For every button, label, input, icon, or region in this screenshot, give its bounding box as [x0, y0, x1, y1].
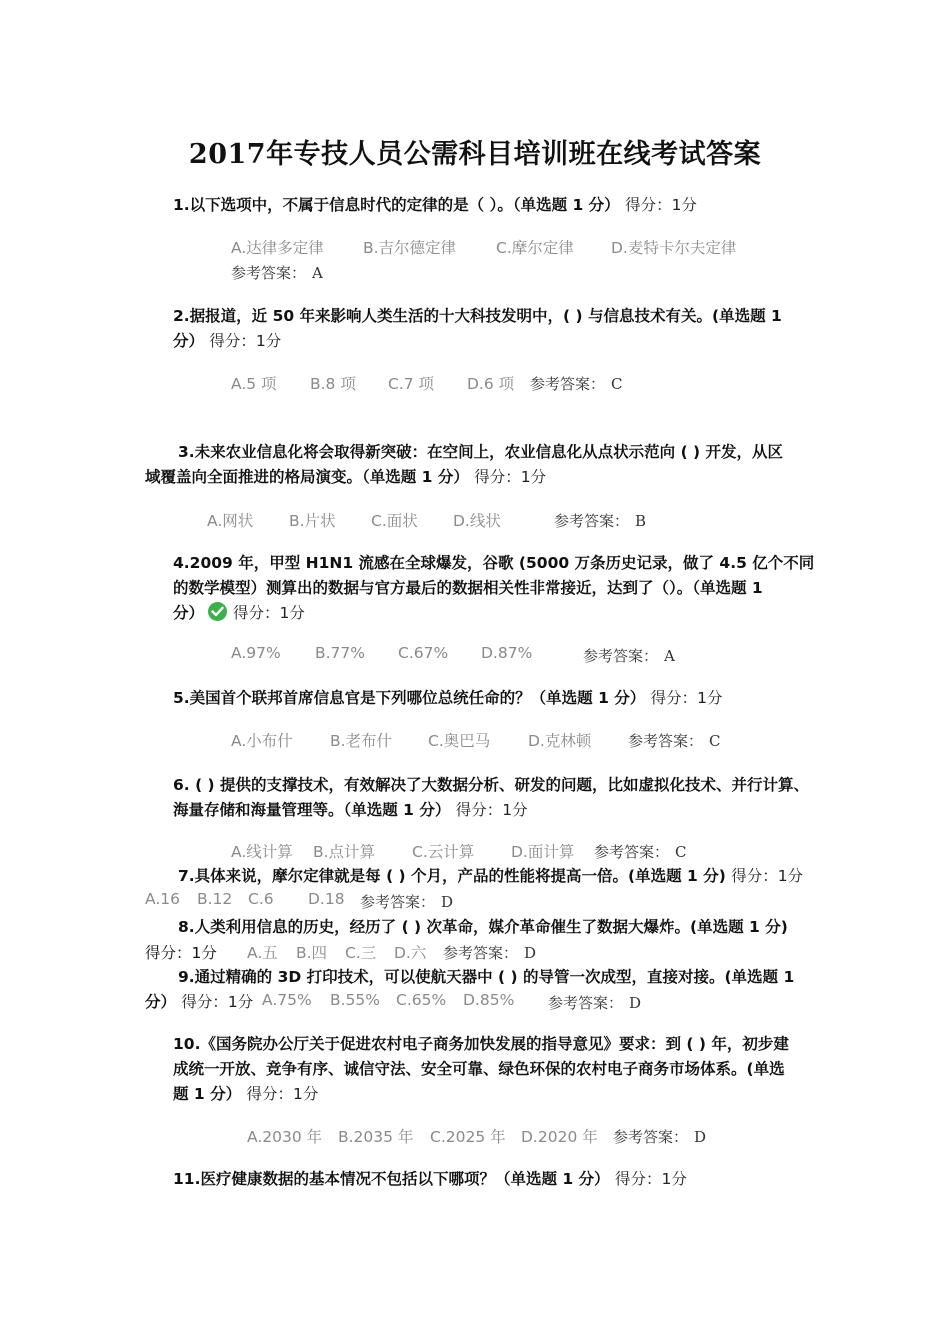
answer: 参考答案： A — [231, 264, 323, 282]
question-text: 2.据报道，近 50 年来影响人类生活的十大科技发明中，( ) 与信息技术有关。(单选题 1 — [173, 307, 782, 325]
option: A.网状 — [207, 512, 254, 530]
option: D.87% — [481, 644, 533, 662]
option: A.小布什 — [231, 732, 293, 750]
question-3-line-2 — [145, 465, 546, 490]
option: C.6 — [248, 890, 274, 908]
option: C.65% — [396, 991, 447, 1009]
option: B.2035 年 — [338, 1128, 414, 1146]
question-text: 题 1 分） — [173, 1085, 242, 1103]
question-7 — [178, 864, 803, 889]
option: A.2030 年 — [247, 1128, 323, 1146]
option: D.18 — [308, 890, 345, 908]
question-text: 9.通过精确的 3D 打印技术，可以使航天器中 ( ) 的导管一次成型，直接对接。(单选题 1 — [178, 968, 795, 986]
answer: 参考答案： A — [583, 647, 675, 665]
question-text: 5.美国首个联邦首席信息官是下列哪位总统任命的？（单选题 1 分） — [173, 689, 646, 707]
question-text: 1.以下选项中，不属于信息时代的定律的是（ ）。（单选题 1 分） — [173, 196, 620, 214]
question-3 — [178, 440, 783, 465]
option: B.老布什 — [330, 732, 393, 750]
question-1 — [173, 193, 697, 218]
question-4 — [173, 551, 814, 626]
option: A.达律多定律 — [231, 239, 324, 257]
question-text: 分） — [173, 604, 205, 622]
option: A.5 项 — [231, 375, 277, 393]
question-2 — [173, 304, 782, 354]
option: A.五 — [247, 944, 278, 962]
option: A.线计算 — [231, 843, 293, 861]
option: B.55% — [330, 991, 381, 1009]
score: 得分：1分 — [614, 1170, 687, 1188]
option: B.8 项 — [310, 375, 356, 393]
check-icon — [208, 602, 227, 621]
question-text: 的数学模型）测算出的数据与官方最后的数据相关性非常接近，达到了（）。（单选题 1 — [173, 579, 763, 597]
question-text: 4.2009 年，甲型 H1N1 流感在全球爆发，谷歌 (5000 万条历史记录，做了 4.5 亿个不同 — [173, 554, 815, 572]
question-text: 域覆盖向全面推进的格局演变。（单选题 1 分） — [145, 468, 469, 486]
option: C.2025 年 — [430, 1128, 506, 1146]
question-text: 海量存储和海量管理等。（单选题 1 分） — [173, 801, 451, 819]
question-text: 分） — [145, 993, 177, 1011]
option: A.16 — [145, 890, 180, 908]
score: 得分：1分 — [474, 468, 547, 486]
page-title: 2017年专技人员公需科目培训班在线考试答案 — [188, 139, 762, 170]
option: C.云计算 — [412, 843, 475, 861]
score: 得分：1分 — [625, 196, 697, 214]
question-text: 成统一开放、竞争有序、诚信守法、安全可靠、绿色环保的农村电子商务市场体系。(单选 — [173, 1060, 785, 1078]
question-10 — [173, 1032, 789, 1107]
question-text: 3.未来农业信息化将会取得新突破：在空间上，农业信息化从点状示范向 ( ) 开发，从区 — [178, 443, 784, 461]
option: D.面计算 — [511, 843, 575, 861]
question-6 — [173, 773, 809, 823]
answer: 参考答案： D — [613, 1128, 707, 1146]
answer: 参考答案： C — [628, 732, 721, 750]
option: B.片状 — [289, 512, 336, 530]
option: C.67% — [398, 644, 449, 662]
score: 得分：1分 — [145, 944, 217, 962]
score: 得分：1分 — [455, 801, 528, 819]
option: C.摩尔定律 — [496, 239, 574, 257]
option: D.85% — [463, 991, 515, 1009]
question-text: 分） — [173, 332, 205, 350]
score: 得分：1分 — [731, 867, 804, 885]
score: 得分：1分 — [650, 689, 723, 707]
option: B.77% — [315, 644, 366, 662]
question-5 — [173, 686, 723, 711]
option: B.点计算 — [313, 843, 376, 861]
answer: 参考答案： B — [554, 512, 647, 530]
option: D.2020 年 — [521, 1128, 598, 1146]
question-9-line-2 — [145, 990, 253, 1015]
option: B.吉尔德定律 — [363, 239, 457, 257]
score: 得分：1分 — [246, 1085, 319, 1103]
score: 得分：1分 — [233, 604, 305, 622]
score: 得分：1分 — [181, 993, 254, 1011]
answer: 参考答案： D — [360, 893, 454, 911]
option: D.6 项 — [467, 375, 515, 393]
option: A.75% — [262, 991, 312, 1009]
question-text: 11.医疗健康数据的基本情况不包括以下哪项？（单选题 1 分） — [173, 1170, 610, 1188]
score: 得分：1分 — [209, 332, 282, 350]
option: D.线状 — [453, 512, 501, 530]
option: D.麦特卡尔夫定律 — [611, 239, 737, 257]
option: C.三 — [345, 944, 377, 962]
question-11 — [173, 1167, 687, 1192]
question-text: 6. ( ) 提供的支撑技术，有效解决了大数据分析、研发的问题，比如虚拟化技术、并行计算、 — [173, 776, 810, 794]
option: C.7 项 — [388, 375, 435, 393]
question-8 — [178, 915, 788, 940]
answer: 参考答案： D — [443, 944, 537, 962]
answer: 参考答案： D — [548, 994, 642, 1012]
answer: 参考答案： C — [530, 375, 623, 393]
option: B.四 — [296, 944, 328, 962]
option: B.12 — [197, 890, 233, 908]
question-text: 10.《国务院办公厅关于促进农村电子商务加快发展的指导意见》要求：到 ( ) 年，初步建 — [173, 1035, 789, 1053]
question-text: 8.人类利用信息的历史，经历了 ( ) 次革命，媒介革命催生了数据大爆炸。(单选题 1 分) — [178, 918, 788, 936]
option: A.97% — [231, 644, 281, 662]
answer: 参考答案： C — [594, 843, 687, 861]
option: D.克林顿 — [528, 732, 592, 750]
option: C.面状 — [371, 512, 418, 530]
option: C.奥巴马 — [428, 732, 491, 750]
question-9 — [178, 965, 794, 990]
option: D.六 — [394, 944, 427, 962]
question-text: 7.具体来说，摩尔定律就是每 ( ) 个月，产品的性能将提高一倍。(单选题 1 分) — [178, 867, 726, 885]
